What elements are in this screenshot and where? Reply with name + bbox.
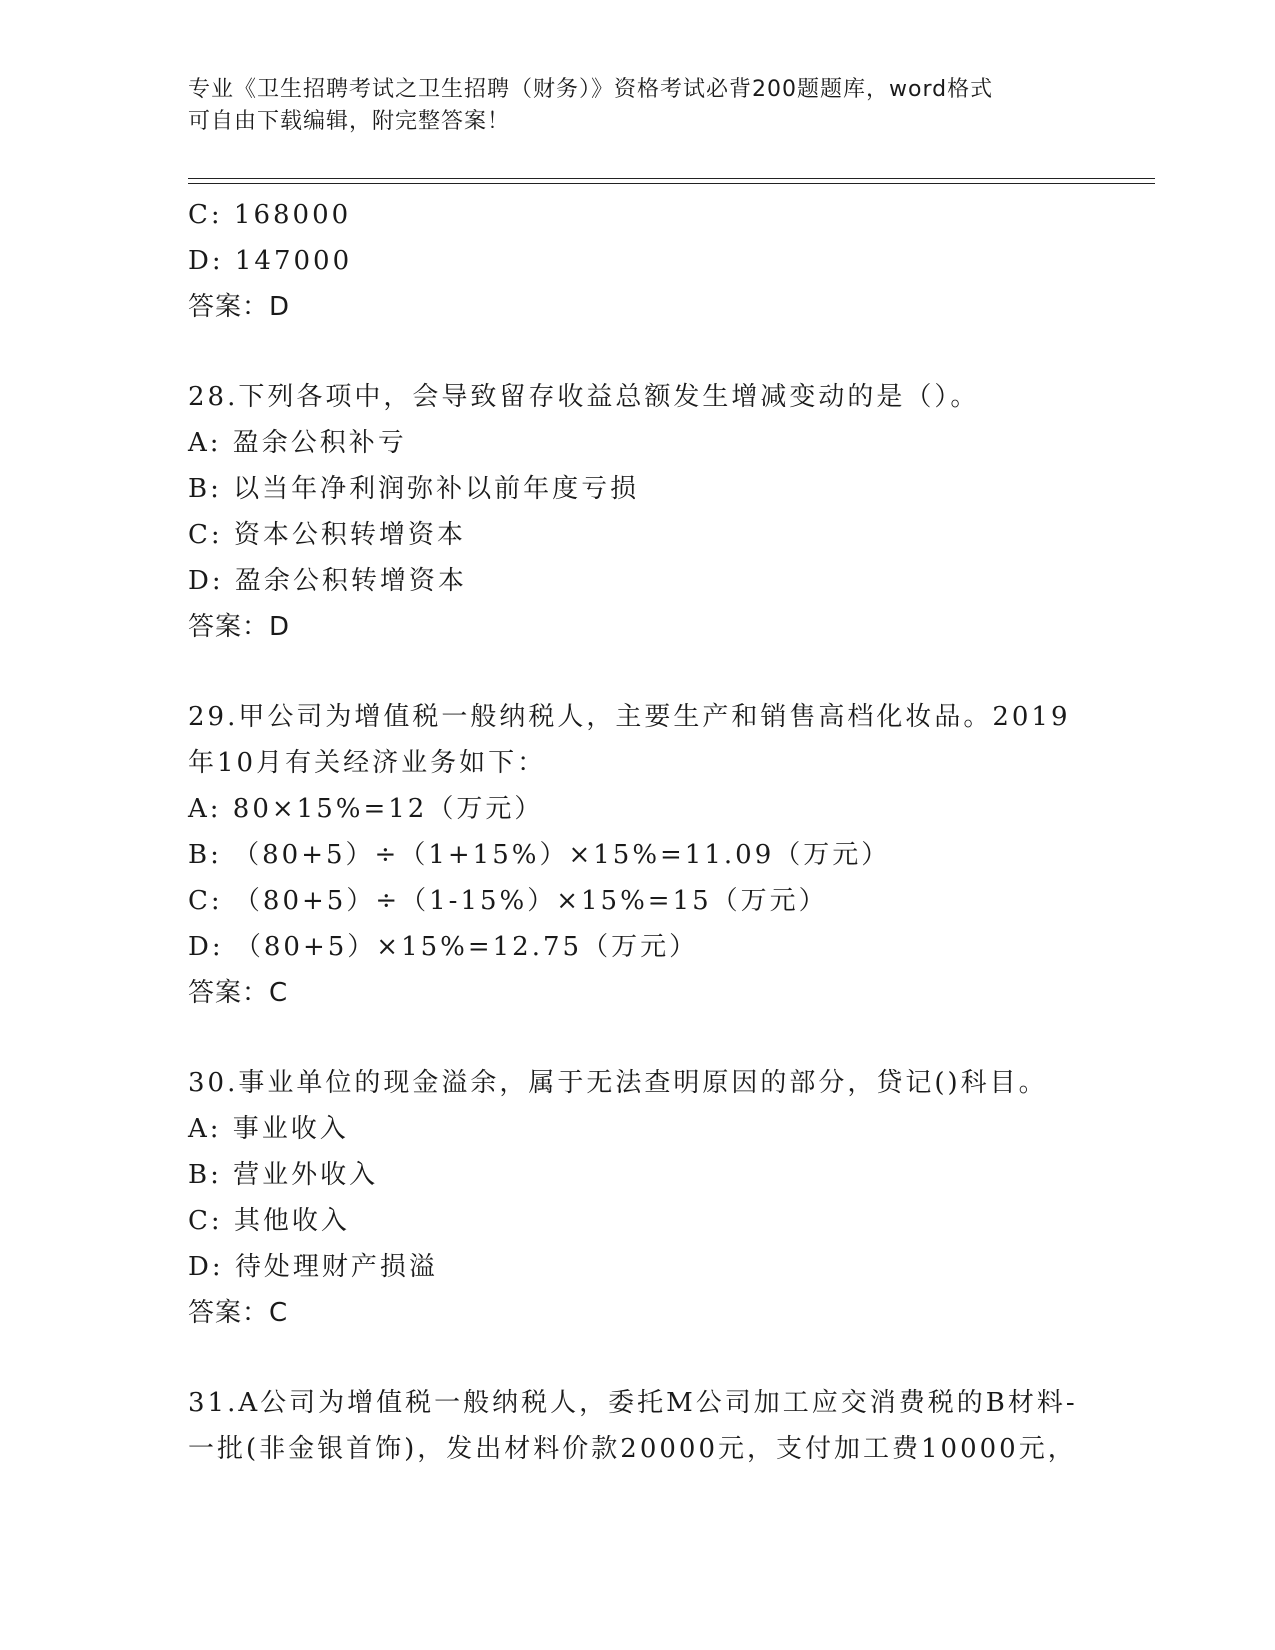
header-divider-top — [188, 178, 1155, 179]
option-c: C: 168000 — [188, 200, 352, 230]
question-27-tail — [188, 192, 1118, 330]
option-d: D: 待处理财产损溢 — [188, 1252, 438, 1282]
spacer — [188, 1016, 1118, 1060]
answer: 答案：C — [188, 1298, 289, 1328]
question-list — [188, 192, 1118, 1472]
spacer — [188, 650, 1118, 694]
option-a: A: 盈余公积补亏 — [188, 428, 407, 458]
question-stem-line2: 一批(非金银首饰)，发出材料价款20000元，支付加工费10000元， — [188, 1434, 1077, 1464]
spacer — [188, 1336, 1118, 1380]
option-d: D: 147000 — [188, 246, 353, 276]
question-29 — [188, 694, 1118, 1016]
question-28 — [188, 374, 1118, 650]
answer: 答案：C — [188, 978, 289, 1008]
option-d: D: 盈余公积转增资本 — [188, 566, 467, 596]
option-b: B: 营业外收入 — [188, 1160, 379, 1190]
header-title-line1: 专业《卫生招聘考试之卫生招聘（财务）》资格考试必背200题题库，word格式 — [188, 77, 994, 102]
answer: 答案：D — [188, 612, 291, 642]
question-stem-line2: 年10月有关经济业务如下： — [188, 748, 547, 778]
question-stem-line1: 29.甲公司为增值税一般纳税人，主要生产和销售高档化妆品。2019 — [188, 702, 1071, 732]
header-divider-bottom — [188, 183, 1155, 184]
question-stem-line1: 31.A公司为增值税一般纳税人，委托M公司加工应交消费税的B材料- — [188, 1388, 1078, 1418]
question-stem: 30.事业单位的现金溢余，属于无法查明原因的部分，贷记()科目。 — [188, 1068, 1048, 1098]
spacer — [188, 330, 1118, 374]
option-c: C: （80+5）÷（1-15%）×15%=15（万元） — [188, 886, 828, 916]
option-c: C: 资本公积转增资本 — [188, 520, 466, 550]
option-b: B: 以当年净利润弥补以前年度亏损 — [188, 474, 640, 504]
header-title-line2: 可自由下载编辑，附完整答案！ — [188, 109, 511, 134]
option-a: A: 事业收入 — [188, 1114, 349, 1144]
question-30 — [188, 1060, 1118, 1336]
document-header — [188, 74, 1088, 138]
option-c: C: 其他收入 — [188, 1206, 350, 1236]
question-31 — [188, 1380, 1118, 1472]
option-d: D: （80+5）×15%=12.75（万元） — [188, 932, 699, 962]
option-b: B: （80+5）÷（1+15%）×15%=11.09（万元） — [188, 840, 891, 870]
option-a: A: 80×15%=12（万元） — [188, 794, 544, 824]
answer: 答案：D — [188, 292, 291, 322]
question-stem: 28.下列各项中，会导致留存收益总额发生增减变动的是（）。 — [188, 382, 980, 412]
